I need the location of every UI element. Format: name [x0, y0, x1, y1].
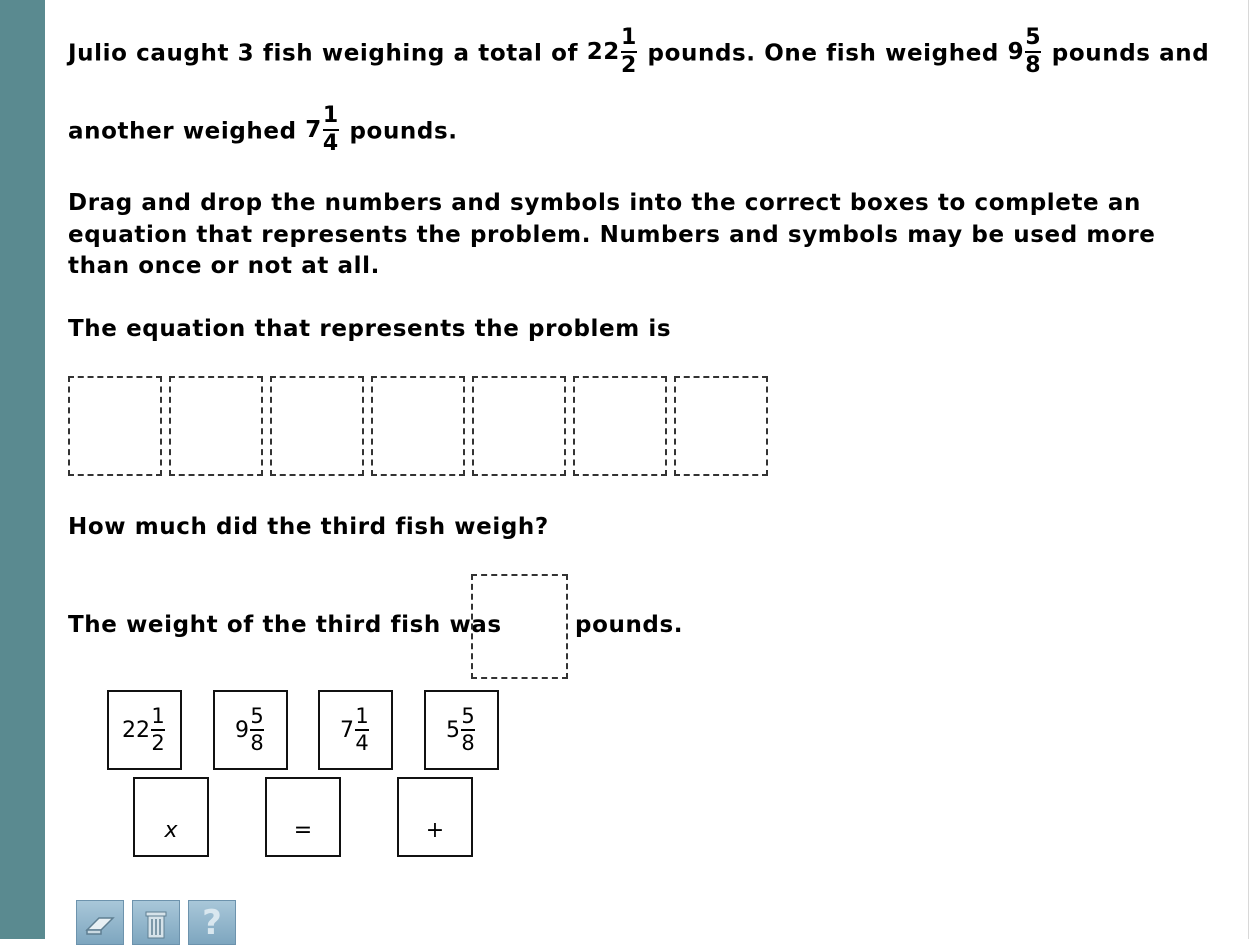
eraser-icon	[83, 910, 117, 936]
number-tile-4[interactable]	[424, 690, 499, 770]
fish2-whole: 7	[305, 116, 322, 143]
help-icon: ?	[202, 902, 222, 943]
right-divider	[1248, 0, 1249, 939]
question-text: How much did the third fish weigh?	[68, 514, 549, 540]
fish2-mixed-number	[305, 104, 341, 156]
tile-fraction	[151, 705, 165, 755]
equation-drop-box-3[interactable]	[270, 376, 364, 476]
total-fraction	[621, 26, 637, 78]
equation-prompt: The equation that represents the problem is	[68, 316, 672, 342]
tile-denominator: 8	[461, 731, 475, 755]
tile-denominator: 4	[355, 731, 369, 755]
tile-fraction	[355, 705, 369, 755]
fish1-numerator: 5	[1025, 25, 1042, 50]
answer-toolbar	[76, 900, 236, 945]
fish2-numerator: 1	[322, 103, 339, 128]
eraser-button[interactable]	[76, 900, 124, 945]
problem-text-1a: Julio caught 3 fish weighing a total of	[68, 40, 579, 67]
number-tile-3[interactable]	[318, 690, 393, 770]
total-denominator: 2	[620, 53, 637, 78]
answer-prefix: The weight of the third fish was	[68, 612, 502, 638]
left-sidebar	[0, 0, 45, 939]
tile-whole: 7	[340, 717, 354, 743]
equation-drop-box-6[interactable]	[573, 376, 667, 476]
multiply-symbol-tile[interactable]: x	[133, 777, 209, 857]
problem-text-2b: pounds.	[349, 118, 458, 145]
equals-symbol-tile[interactable]: =	[265, 777, 341, 857]
equation-drop-box-7[interactable]	[674, 376, 768, 476]
equation-drop-box-2[interactable]	[169, 376, 263, 476]
fish2-denominator: 4	[322, 131, 339, 156]
answer-suffix: pounds.	[575, 612, 684, 638]
total-weight-mixed-number	[587, 26, 639, 78]
tile-fraction	[461, 705, 475, 755]
problem-text-1c: pounds and	[1051, 40, 1210, 67]
tile-numerator: 5	[461, 704, 475, 728]
problem-line-1	[68, 25, 1210, 80]
equation-drop-box-4[interactable]	[371, 376, 465, 476]
tile-numerator: 5	[250, 704, 264, 728]
tile-denominator: 8	[250, 731, 264, 755]
tile-fraction	[250, 705, 264, 755]
fish1-fraction	[1025, 26, 1041, 78]
number-tile-1[interactable]	[107, 690, 182, 770]
equation-drop-box-1[interactable]	[68, 376, 162, 476]
number-tile-2[interactable]	[213, 690, 288, 770]
instructions: Drag and drop the numbers and symbols into the correct boxes to complete an equation that represents the problem. Numbers and symbols may be used more than once or not at all.	[68, 190, 1156, 279]
trash-icon	[141, 906, 171, 940]
tile-denominator: 2	[151, 731, 165, 755]
fish1-whole: 9	[1007, 38, 1025, 65]
problem-line-2	[68, 103, 458, 158]
fish2-fraction	[323, 104, 339, 156]
plus-symbol-tile[interactable]: +	[397, 777, 473, 857]
problem-text-2a: another weighed	[68, 118, 297, 145]
tile-whole: 5	[446, 717, 460, 743]
tile-numerator: 1	[355, 704, 369, 728]
equation-drop-row	[68, 376, 768, 476]
answer-drop-box[interactable]	[471, 574, 568, 679]
problem-text-1b: pounds. One fish weighed	[647, 40, 999, 67]
tile-whole: 9	[235, 717, 249, 743]
total-whole: 22	[586, 38, 620, 65]
fish1-denominator: 8	[1025, 53, 1042, 78]
tile-numerator: 1	[151, 704, 165, 728]
trash-button[interactable]	[132, 900, 180, 945]
fish1-mixed-number	[1008, 26, 1044, 78]
equation-drop-box-5[interactable]	[472, 376, 566, 476]
help-button[interactable]	[188, 900, 236, 945]
tile-whole: 22	[122, 717, 150, 743]
total-numerator: 1	[620, 25, 637, 50]
